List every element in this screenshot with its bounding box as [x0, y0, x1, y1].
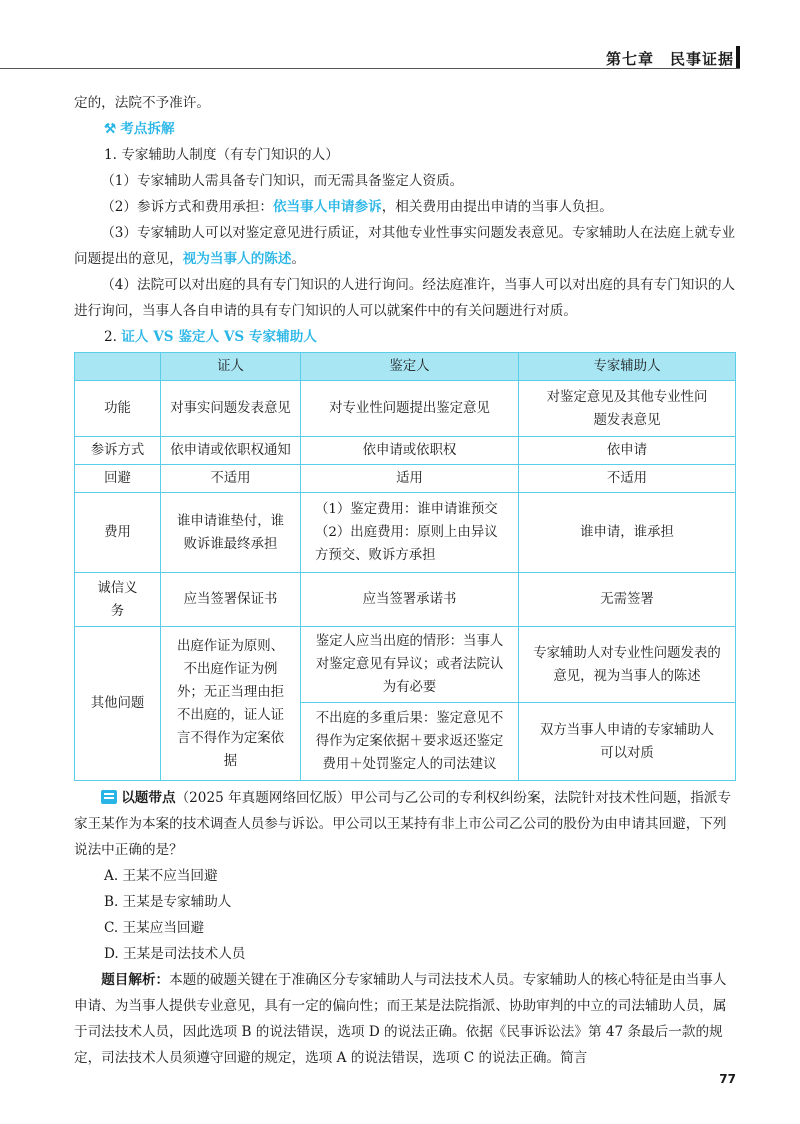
subheading-2 [74, 324, 736, 350]
table-cell: 出庭作证为原则、不出庭作证为例外；无正当理由拒不出庭的，证人证言不得作为定案依据 [161, 627, 301, 781]
subheading-1: 1. 专家辅助人制度（有专门知识的人） [104, 147, 339, 163]
p3-text-a: （3）专家辅助人可以对鉴定意见进行质证，对其他专业性事实问题发表意见。专家辅助人在法庭上就专业问题提出的意见， [74, 225, 736, 267]
table-cell: 不适用 [161, 465, 301, 493]
table-cell: （1）鉴定费用：谁申请谁预交（2）出庭费用：原则上由异议方预交、败诉方承担 [301, 493, 519, 573]
row-label: 费用 [75, 493, 161, 573]
section-heading [74, 116, 736, 142]
page-content [74, 90, 736, 1071]
analysis-label: 题目解析： [101, 972, 170, 988]
table-row [75, 627, 736, 703]
question-label: 以题带点 [121, 790, 176, 806]
p3-highlight: 视为当事人的陈述 [182, 251, 292, 267]
table-row [75, 381, 736, 437]
question-stem [74, 785, 736, 863]
analysis-text: 本题的破题关键在于准确区分专家辅助人与司法技术人员。专家辅助人的核心特征是由当事人申请、为当事人提供专业意见，具有一定的偏向性；而王某是法院指派、协助审判的中立的司法辅助人员，属于司法技术人员，因此选项 B 的说法错误，选项 D 的说法正确。依据《民事诉讼法》第 47 条最后一款的规定，司法技术人员须遵守回避的规定，选项 A 的说法错误，选项 C 的说法正确。简言 [74, 972, 727, 1066]
table-cell: 无需签署 [519, 573, 736, 627]
header-cell-expert: 专家辅助人 [519, 353, 736, 381]
tools-icon: ⚒ [104, 121, 117, 137]
table-cell: 双方当事人申请的专家辅助人可以对质 [519, 703, 736, 781]
book-icon [101, 790, 117, 804]
table-cell: 不适用 [519, 465, 736, 493]
question-text: （2025 年真题网络回忆版）甲公司与乙公司的专利权纠纷案，法院针对技术性问题，指派专家王某作为本案的技术调查人员参与诉讼。甲公司以王某持有非上市公司乙公司的股份为由申请其回避，下列说法中正确的是？ [74, 790, 732, 858]
row-label: 参诉方式 [75, 437, 161, 465]
analysis-paragraph [74, 967, 736, 1071]
table-cell: 对鉴定意见及其他专业性问题发表意见 [519, 381, 736, 437]
table-cell: 对事实问题发表意见 [161, 381, 301, 437]
header-bar [736, 46, 740, 68]
table-row [75, 493, 736, 573]
paragraph-1: （1）专家辅助人需具备专门知识，而无需具备鉴定人资质。 [101, 173, 464, 189]
p2-text-b: ，相关费用由提出申请的当事人负担。 [381, 199, 613, 215]
table-cell: 应当签署承诺书 [301, 573, 519, 627]
table-cell: 不出庭的多重后果：鉴定意见不得作为定案依据＋要求返还鉴定费用＋处罚鉴定人的司法建议 [301, 703, 519, 781]
table-cell: 适用 [301, 465, 519, 493]
sub2-highlight: 证人 VS 鉴定人 VS 专家辅助人 [121, 329, 317, 345]
page-number: 77 [719, 1072, 736, 1086]
table-cell: 鉴定人应当出庭的情形：当事人对鉴定意见有异议；或者法院认为有必要 [301, 627, 519, 703]
comparison-table [74, 352, 736, 781]
header-cell-witness: 证人 [161, 353, 301, 381]
table-cell: 依申请 [519, 437, 736, 465]
section-title: 考点拆解 [120, 121, 175, 137]
table-cell: 对专业性问题提出鉴定意见 [301, 381, 519, 437]
paragraph-2 [74, 194, 736, 220]
paragraph-4: （4）法院可以对出庭的具有专门知识的人进行询问。经法庭准许，当事人可以对出庭的具有专门知识的人进行询问，当事人各自申请的具有专门知识的人可以就案件中的有关问题进行对质。 [74, 277, 736, 319]
table-cell: 依申请或依职权通知 [161, 437, 301, 465]
option-d: D. 王某是司法技术人员 [104, 946, 246, 962]
header-cell-blank [75, 353, 161, 381]
table-cell: 依申请或依职权 [301, 437, 519, 465]
option-c: C. 王某应当回避 [104, 920, 205, 936]
table-header-row [75, 353, 736, 381]
header-cell-appraiser: 鉴定人 [301, 353, 519, 381]
table-row [75, 465, 736, 493]
table-row [75, 573, 736, 627]
p2-text-a: （2）参诉方式和费用承担： [101, 199, 273, 215]
table-row [75, 437, 736, 465]
paragraph-3 [74, 220, 736, 272]
option-a: A. 王某不应当回避 [104, 868, 218, 884]
row-label: 功能 [75, 381, 161, 437]
p3-text-b: 。 [291, 251, 306, 267]
page-header [0, 44, 800, 70]
p2-highlight: 依当事人申请参诉 [272, 199, 382, 215]
table-cell: 谁申请谁垫付，谁败诉谁最终承担 [161, 493, 301, 573]
sub2-prefix: 2. [104, 329, 122, 345]
row-label: 诚信义务 [75, 573, 161, 627]
chapter-title: 第七章 民事证据 [605, 50, 734, 68]
option-b: B. 王某是专家辅助人 [104, 894, 232, 910]
table-cell: 应当签署保证书 [161, 573, 301, 627]
row-label: 回避 [75, 465, 161, 493]
table-cell: 谁申请，谁承担 [519, 493, 736, 573]
intro-line: 定的，法院不予准许。 [74, 95, 210, 111]
row-label: 其他问题 [75, 627, 161, 781]
table-cell: 专家辅助人对专业性问题发表的意见，视为当事人的陈述 [519, 627, 736, 703]
